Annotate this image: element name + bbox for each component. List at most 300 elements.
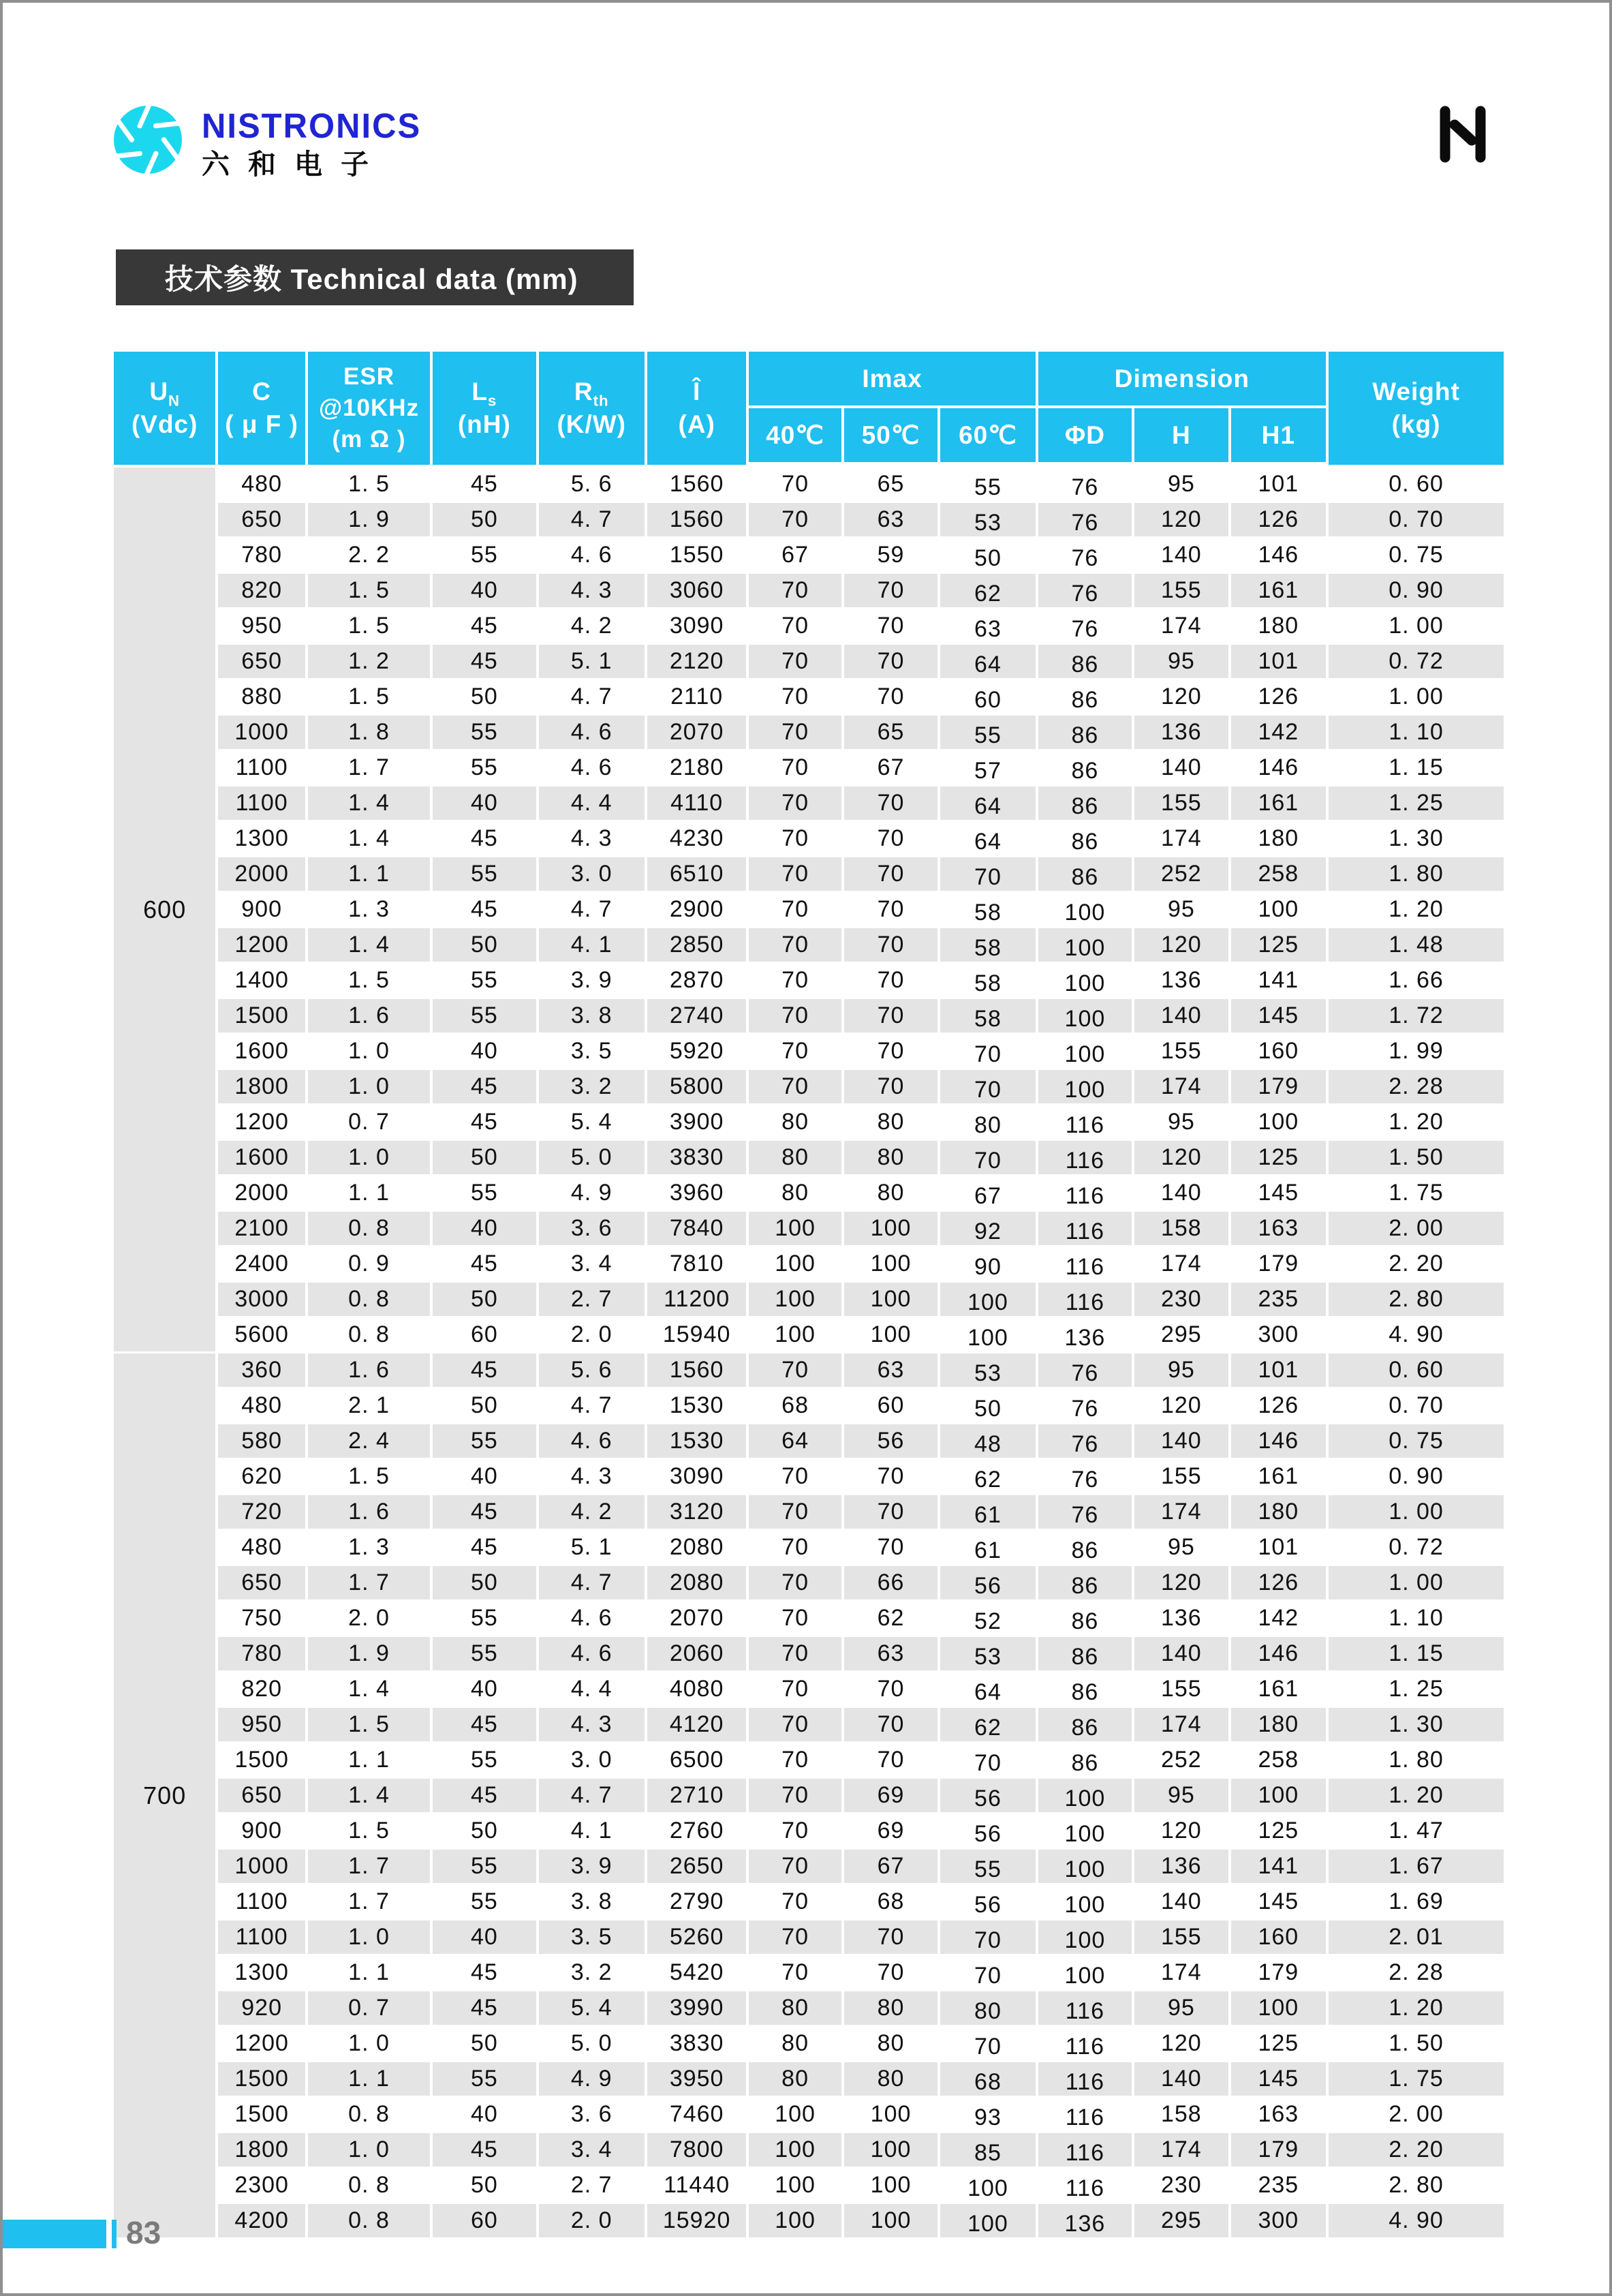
table-cell: 1560 [647, 503, 746, 536]
table-cell: 100 [940, 2204, 1035, 2237]
table-cell: 3. 2 [570, 1959, 613, 1985]
table-cell: 1. 72 [1329, 999, 1504, 1032]
table-cell: 100 [844, 2204, 937, 2237]
table-cell: 2760 [669, 1818, 724, 1843]
table-cell: 101 [1231, 645, 1326, 678]
table-cell: 70 [877, 684, 905, 709]
table-cell: 1. 6 [308, 1353, 430, 1387]
table-cell: 1600 [234, 1038, 289, 1064]
table-cell: 67 [781, 542, 809, 568]
table-cell: 116 [1038, 1212, 1132, 1245]
table-cell: 86 [1071, 687, 1099, 713]
table-cell: 1. 80 [1329, 857, 1504, 891]
table-cell: 1. 5 [348, 613, 390, 639]
table-cell: 40 [433, 574, 536, 607]
table-cell: 4. 1 [539, 928, 645, 962]
table-cell: 158 [1134, 1212, 1228, 1245]
table-cell: 50 [470, 2030, 498, 2056]
table-cell: 1. 7 [308, 1566, 430, 1599]
table-cell: 85 [940, 2133, 1035, 2167]
col-header-rth: $R_{th}$ (K/W) [539, 352, 645, 465]
table-cell: 1. 0 [348, 1038, 390, 1064]
table-cell: 70 [781, 1605, 809, 1631]
table-cell: 116 [1038, 1283, 1132, 1316]
table-cell: 11200 [647, 1283, 746, 1316]
table-cell: 70 [877, 613, 905, 639]
table-cell: 55 [470, 1605, 498, 1631]
table-cell: 174 [1160, 1959, 1202, 1985]
table-cell: 1. 50 [1329, 1141, 1504, 1174]
table-cell: 100 [775, 1251, 816, 1276]
table-cell: 100 [1038, 999, 1132, 1032]
table-cell: 142 [1231, 716, 1326, 749]
table-cell: 1. 1 [348, 1959, 390, 1985]
table-cell: 50 [974, 1396, 1002, 1422]
table-cell: 50 [433, 503, 536, 536]
table-cell: 4. 1 [570, 1818, 613, 1843]
table-cell: 120 [1134, 928, 1228, 962]
table-cell: 3120 [647, 1495, 746, 1529]
table-cell: 55 [940, 716, 1035, 749]
table-cell: 100 [1231, 1991, 1326, 2025]
footer-accent-bar [3, 2220, 106, 2248]
table-cell: 80 [877, 1180, 905, 1206]
table-cell: 4. 7 [570, 1392, 613, 1418]
corner-n-icon [1432, 104, 1493, 165]
table-cell: 126 [1231, 1566, 1326, 1599]
table-cell: 70 [781, 613, 809, 639]
table-cell: 62 [940, 574, 1035, 607]
table-cell: 1200 [218, 928, 305, 962]
col-header-phid: ΦD [1038, 408, 1132, 462]
table-cell: 55 [470, 1747, 498, 1773]
table-cell: 100 [1064, 1041, 1106, 1067]
table-cell: 820 [241, 1676, 282, 1702]
table-cell: 1600 [218, 1141, 305, 1174]
table-cell: 1. 0 [308, 1141, 430, 1174]
table-cell: 1. 5 [348, 471, 390, 497]
table-cell: 1. 9 [308, 503, 430, 536]
table-cell: 58 [940, 999, 1035, 1032]
table-cell: 70 [781, 1959, 809, 1985]
table-cell: 80 [781, 1109, 809, 1135]
table-cell: 2. 7 [539, 1283, 645, 1316]
table-cell: 4080 [669, 1676, 724, 1702]
table-cell: 116 [1038, 2062, 1132, 2096]
table-cell: 70 [940, 1920, 1035, 1954]
table-cell: 3060 [647, 574, 746, 607]
table-cell: 76 [1071, 616, 1099, 642]
table-cell: 480 [241, 1392, 282, 1418]
table-cell: 1. 4 [348, 1676, 390, 1702]
table-cell: 48 [940, 1424, 1035, 1458]
table-cell: 76 [1038, 1353, 1132, 1387]
logo [112, 104, 421, 180]
table-cell: 1. 00 [1389, 613, 1444, 639]
table-cell: 55 [470, 967, 498, 993]
table-cell: 3090 [669, 613, 724, 639]
table-cell: 2180 [669, 754, 724, 780]
table-cell: 80 [749, 2062, 841, 2096]
table-cell: 60 [433, 2204, 536, 2237]
table-cell: 1. 0 [308, 2133, 430, 2167]
table-cell: 64 [749, 1424, 841, 1458]
table-cell: 0. 8 [348, 1321, 390, 1347]
table-cell: 45 [433, 1070, 536, 1103]
table-cell: 100 [775, 2101, 816, 2127]
table-cell: 1. 5 [308, 574, 430, 607]
table-cell: 120 [1160, 684, 1202, 709]
table-cell: 63 [974, 616, 1002, 642]
table-cell: 3. 6 [539, 1212, 645, 1245]
table-cell: 5800 [647, 1070, 746, 1103]
table-cell: 116 [1065, 2034, 1105, 2060]
table-cell: 70 [877, 1959, 905, 1985]
table-cell: 480 [241, 1534, 282, 1560]
table-cell: 80 [781, 1180, 809, 1206]
table-cell: 750 [241, 1605, 282, 1631]
table-cell: 55 [433, 1850, 536, 1883]
table-cell: 58 [974, 970, 1002, 996]
table-cell: 7460 [669, 2101, 724, 2127]
table-cell: 1. 8 [308, 716, 430, 749]
table-cell: 1. 7 [348, 1888, 390, 1914]
table-cell: 120 [1134, 1141, 1228, 1174]
table-cell: 50 [974, 545, 1002, 571]
table-cell: 2. 80 [1329, 1283, 1504, 1316]
table-cell: 2740 [647, 999, 746, 1032]
table-cell: 4. 6 [539, 1637, 645, 1670]
table-cell: 70 [781, 1676, 809, 1702]
table-cell: 1100 [218, 786, 305, 820]
table-cell: 2. 28 [1389, 1959, 1444, 1985]
table-cell: 4. 7 [539, 503, 645, 536]
table-cell: 100 [1064, 900, 1106, 925]
table-cell: 179 [1231, 2133, 1326, 2167]
table-cell: 125 [1231, 1141, 1326, 1174]
table-cell: 45 [470, 613, 498, 639]
table-cell: 70 [940, 857, 1035, 891]
table-cell: 50 [470, 1392, 498, 1418]
table-cell: 52 [974, 1608, 1002, 1634]
table-cell: 4. 4 [539, 786, 645, 820]
table-cell: 1. 7 [308, 1850, 430, 1883]
table-body [114, 468, 1504, 2237]
table-cell: 53 [940, 503, 1035, 536]
table-cell: 4. 3 [539, 574, 645, 607]
table-cell: 2. 20 [1389, 1251, 1444, 1276]
table-cell: 3830 [669, 2030, 724, 2056]
table-cell: 3950 [647, 2062, 746, 2096]
table-cell: 120 [1134, 1566, 1228, 1599]
table-cell: 70 [974, 1041, 1002, 1067]
table-cell: 70 [974, 1963, 1002, 1989]
table-cell: 76 [1071, 474, 1099, 500]
table-cell: 1. 4 [308, 928, 430, 962]
table-cell: 2000 [218, 857, 305, 891]
table-cell: 1. 4 [348, 825, 390, 851]
table-cell: 1. 00 [1389, 684, 1444, 709]
table-cell: 76 [1038, 574, 1132, 607]
table-cell: 155 [1160, 1463, 1202, 1489]
table-cell: 1560 [669, 471, 724, 497]
table-cell: 100 [749, 1283, 841, 1316]
table-cell: 5. 6 [539, 1353, 645, 1387]
table-cell: 2710 [647, 1779, 746, 1812]
table-cell: 70 [877, 1747, 905, 1773]
table-cell: 2. 7 [570, 2172, 613, 2198]
table-cell: 80 [844, 1141, 937, 1174]
table-cell: 70 [877, 1676, 905, 1702]
table-cell: 0. 72 [1389, 1534, 1444, 1560]
table-cell: 56 [844, 1424, 937, 1458]
table-cell: 55 [433, 716, 536, 749]
table-cell: 5. 4 [570, 1109, 613, 1135]
table-cell: 140 [1134, 999, 1228, 1032]
col-header-ls: $L_s$ (nH) [433, 352, 536, 465]
table-cell: 11440 [664, 2172, 730, 2198]
table-cell: 2850 [647, 928, 746, 962]
table-cell: 3900 [669, 1109, 724, 1135]
table-cell: 3960 [669, 1180, 724, 1206]
table-cell: 4. 2 [539, 1495, 645, 1529]
table-cell: 174 [1134, 1070, 1228, 1103]
table-cell: 64 [940, 645, 1035, 678]
table-cell: 70 [749, 1920, 841, 1954]
table-cell: 116 [1038, 1141, 1132, 1174]
table-cell: 70 [749, 1779, 841, 1812]
table-cell: 3. 8 [570, 1888, 613, 1914]
table-cell: 295 [1160, 1321, 1202, 1347]
table-cell: 55 [433, 1637, 536, 1670]
table-cell: 45 [433, 1779, 536, 1812]
table-cell: 1. 75 [1389, 1180, 1444, 1206]
table-cell: 45 [470, 1251, 498, 1276]
table-cell: 86 [1071, 758, 1099, 784]
table-cell: 1. 00 [1329, 1566, 1504, 1599]
table-cell: 7810 [669, 1251, 724, 1276]
table-cell: 60 [974, 687, 1002, 713]
table-cell: 1500 [234, 2101, 289, 2127]
table-cell: 252 [1160, 1747, 1202, 1773]
table-cell: 100 [1038, 1920, 1132, 1954]
table-cell: 67 [844, 1850, 937, 1883]
table-cell: 3090 [669, 1463, 724, 1489]
table-cell: 70 [940, 1070, 1035, 1103]
table-cell: 86 [1038, 716, 1132, 749]
table-cell: 1. 67 [1329, 1850, 1504, 1883]
table-cell: 45 [433, 2133, 536, 2167]
table-cell: 70 [844, 645, 937, 678]
col-header-ipeak: Î (A) [647, 352, 746, 465]
table-cell: 2. 4 [308, 1424, 430, 1458]
table-cell: 880 [241, 684, 282, 709]
table-cell: 120 [1160, 2030, 1202, 2056]
table-cell: 1. 1 [348, 1747, 390, 1773]
table-cell: 125 [1258, 2030, 1299, 2056]
table-cell: 70 [781, 1534, 809, 1560]
table-cell: 95 [1134, 645, 1228, 678]
col-header-c: C ( μ F ) [218, 352, 305, 465]
table-cell: 40 [433, 786, 536, 820]
table-cell: 70 [749, 1850, 841, 1883]
table-cell: 1. 3 [348, 1534, 390, 1560]
table-cell: 1. 5 [348, 684, 390, 709]
table-cell: 1. 15 [1329, 1637, 1504, 1670]
col-header-imax: Imax [749, 352, 1035, 405]
table-cell: 116 [1065, 1112, 1105, 1138]
section-title: 技术参数 Technical data (mm) [165, 263, 578, 295]
table-cell: 2870 [669, 967, 724, 993]
table-cell: 1800 [218, 1070, 305, 1103]
table-cell: 50 [470, 684, 498, 709]
table-cell: 86 [1038, 645, 1132, 678]
table-cell: 76 [1038, 503, 1132, 536]
table-cell: 3. 0 [539, 857, 645, 891]
table-cell: 4. 9 [539, 2062, 645, 2096]
table-cell: 100 [967, 1325, 1008, 1351]
table-cell: 3. 9 [570, 967, 613, 993]
table-cell: 70 [749, 786, 841, 820]
table-cell: 70 [781, 1818, 809, 1843]
table-cell: 900 [241, 896, 282, 922]
table-cell: 136 [1134, 1850, 1228, 1883]
table-cell: 100 [870, 1251, 912, 1276]
table-cell: 56 [974, 1821, 1002, 1847]
table-cell: 1200 [234, 2030, 289, 2056]
table-cell: 3. 4 [539, 2133, 645, 2167]
table-cell: 140 [1160, 542, 1202, 568]
table-cell: 126 [1258, 684, 1299, 709]
table-cell: 4110 [647, 786, 746, 820]
table-cell: 2070 [647, 716, 746, 749]
table-cell: 80 [940, 1991, 1035, 2025]
table-cell: 62 [940, 1708, 1035, 1741]
table-cell: 1. 7 [348, 754, 390, 780]
table-cell: 2. 2 [348, 542, 390, 568]
table-cell: 15940 [662, 1321, 731, 1347]
table-cell: 53 [940, 1353, 1035, 1387]
table-cell: 155 [1134, 574, 1228, 607]
table-cell: 80 [749, 1141, 841, 1174]
table-cell: 116 [1038, 2133, 1132, 2167]
table-cell: 69 [844, 1779, 937, 1812]
table-cell: 3830 [647, 1141, 746, 1174]
table-cell: 146 [1231, 1424, 1326, 1458]
table-cell: 70 [974, 2034, 1002, 2060]
table-cell: 64 [940, 786, 1035, 820]
table-cell: 100 [1038, 928, 1132, 962]
table-cell: 64 [974, 1679, 1002, 1705]
table-cell: 3000 [218, 1283, 305, 1316]
table-cell: 2. 28 [1329, 1070, 1504, 1103]
table-cell: 80 [844, 1991, 937, 2025]
table-cell: 95 [1134, 1991, 1228, 2025]
table-cell: 230 [1134, 1283, 1228, 1316]
table-cell: 40 [470, 1676, 498, 1702]
table-cell: 2060 [647, 1637, 746, 1670]
table-cell: 59 [877, 542, 905, 568]
table-cell: 158 [1160, 2101, 1202, 2127]
table-cell: 45 [433, 1495, 536, 1529]
col-header-un: $U_N$ (Vdc) [114, 352, 215, 465]
table-cell: 70 [749, 1353, 841, 1387]
table-cell: 3. 6 [570, 2101, 613, 2127]
table-cell: 360 [218, 1353, 305, 1387]
table-cell: 70 [940, 1141, 1035, 1174]
table-cell: 125 [1231, 928, 1326, 962]
table-cell: 1. 5 [308, 1708, 430, 1741]
table-cell: 45 [433, 1353, 536, 1387]
table-cell: 2300 [234, 2172, 289, 2198]
table-cell: 63 [844, 1637, 937, 1670]
table-cell: 70 [844, 999, 937, 1032]
table-cell: 70 [781, 967, 809, 993]
table-cell: 180 [1231, 1495, 1326, 1529]
table-cell: 4. 7 [570, 896, 613, 922]
table-cell: 1. 66 [1389, 967, 1444, 993]
table-cell: 1. 1 [348, 1180, 390, 1206]
table-cell: 163 [1258, 2101, 1299, 2127]
col-header-h: H [1134, 408, 1228, 462]
table-cell: 55 [974, 474, 1002, 500]
table-cell: 174 [1134, 1708, 1228, 1741]
table-cell: 2. 0 [348, 1605, 390, 1631]
group-label-700: 700 [114, 1353, 215, 2237]
table-cell: 4230 [669, 825, 724, 851]
table-cell: 101 [1231, 1353, 1326, 1387]
table-cell: 90 [974, 1254, 1002, 1280]
table-cell: 4. 6 [539, 1424, 645, 1458]
table-cell: 300 [1231, 2204, 1326, 2237]
table-cell: 2900 [669, 896, 724, 922]
table-cell: 70 [844, 1495, 937, 1529]
table-cell: 295 [1134, 2204, 1228, 2237]
table-cell: 1. 6 [308, 1495, 430, 1529]
table-cell: 100 [940, 1283, 1035, 1316]
table-cell: 64 [974, 829, 1002, 855]
table-cell: 100 [1064, 970, 1106, 996]
table-cell: 0. 75 [1389, 542, 1444, 568]
table-cell: 7800 [647, 2133, 746, 2167]
table-cell: 1. 30 [1389, 825, 1444, 851]
table-cell: 45 [470, 1534, 498, 1560]
table-cell: 820 [218, 574, 305, 607]
table-cell: 0. 7 [348, 1109, 390, 1135]
table-cell: 68 [781, 1392, 809, 1418]
table-cell: 62 [877, 1605, 905, 1631]
table-cell: 1. 4 [308, 1779, 430, 1812]
table-cell: 0. 7 [308, 1991, 430, 2025]
logo-text [202, 104, 421, 180]
table-cell: 650 [218, 503, 305, 536]
table-cell: 100 [1038, 1070, 1132, 1103]
table-cell: 1. 00 [1329, 1495, 1504, 1529]
table-cell: 145 [1231, 2062, 1326, 2096]
table-cell: 4. 3 [539, 1708, 645, 1741]
table-cell: 4. 3 [570, 825, 613, 851]
table-cell: 258 [1258, 1747, 1299, 1773]
table-cell: 55 [470, 1180, 498, 1206]
table-cell: 1. 1 [308, 2062, 430, 2096]
table-cell: 2110 [670, 684, 724, 709]
table-cell: 145 [1231, 999, 1326, 1032]
table-cell: 100 [870, 2101, 912, 2127]
table-cell: 100 [775, 2172, 816, 2198]
table-cell: 1. 25 [1389, 1676, 1444, 1702]
table-cell: 60 [470, 1321, 498, 1347]
table-cell: 1500 [218, 999, 305, 1032]
